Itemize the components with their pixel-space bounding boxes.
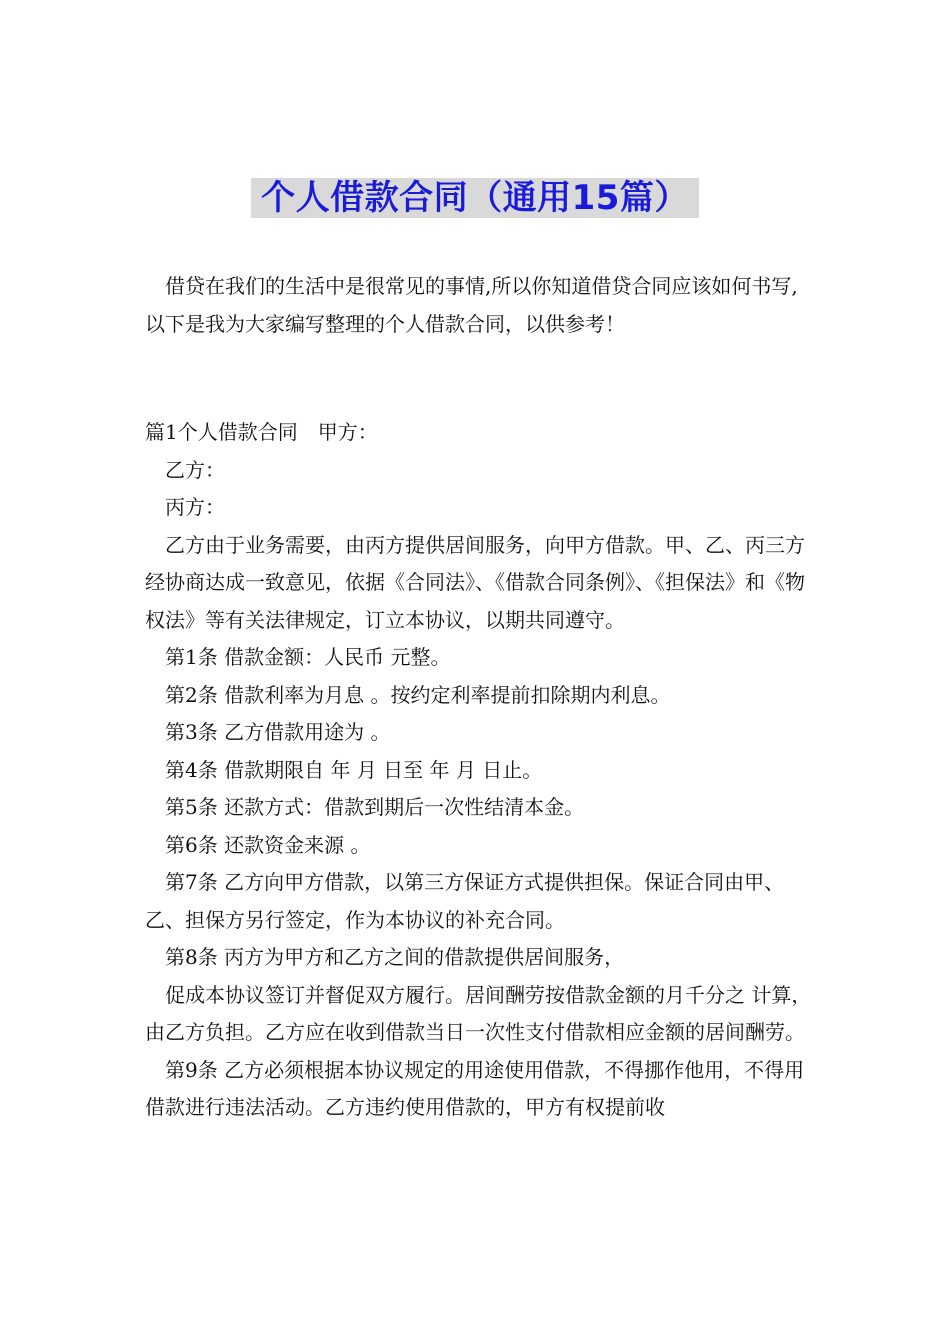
- contract-body: [145, 414, 815, 1127]
- contract-paragraph: 促成本协议签订并督促双方履行。居间酬劳按借款金额的月千分之 计算，由乙方负担。乙方应在收到借款当日一次性支付借款相应金额的居间酬劳。: [145, 982, 812, 1044]
- contract-paragraph: 第1条 借款金额：人民币 元整。: [165, 645, 451, 669]
- contract-paragraph: 乙方：: [165, 457, 225, 482]
- contract-paragraph: 第3条 乙方借款用途为 。: [165, 720, 391, 744]
- title-container: [0, 178, 950, 218]
- intro-paragraph: 借贷在我们的生活中是很常见的事情,所以你知道借贷合同应该如何书写,以下是我为大家编写整理的个人借款合同，以供参考！: [145, 274, 798, 336]
- intro-section: [145, 268, 815, 343]
- contract-paragraph: 篇1个人借款合同 甲方：: [145, 420, 378, 444]
- contract-paragraph: 第2条 借款利率为月息 。按约定利率提前扣除期内利息。: [165, 682, 671, 707]
- contract-paragraph: 第7条 乙方向甲方借款，以第三方保证方式提供担保。保证合同由甲、乙、担保方另行签定，作为本协议的补充合同。: [145, 870, 785, 932]
- document-title: 个人借款合同（通用15篇）: [251, 178, 699, 218]
- contract-paragraph: 丙方：: [165, 495, 225, 519]
- contract-paragraph: 第4条 借款期限自 年 月 日至 年 月 日止。: [165, 757, 543, 782]
- contract-paragraph: 乙方由于业务需要，由丙方提供居间服务，向甲方借款。甲、乙、丙三方经协商达成一致意见，依据《合同法》、《借款合同条例》、《担保法》和《物权法》等有关法律规定，订立本协议，以期共同遵守。: [145, 532, 805, 632]
- contract-paragraph: 第8条 丙方为甲方和乙方之间的借款提供居间服务，: [165, 945, 625, 969]
- contract-paragraph: 第9条 乙方必须根据本协议规定的用途使用借款，不得挪作他用，不得用借款进行违法活动。乙方违约使用借款的，甲方有权提前收: [145, 1057, 805, 1119]
- contract-paragraph: 第5条 还款方式：借款到期后一次性结清本金。: [165, 795, 585, 819]
- contract-paragraph: 第6条 还款资金来源 。: [165, 832, 371, 857]
